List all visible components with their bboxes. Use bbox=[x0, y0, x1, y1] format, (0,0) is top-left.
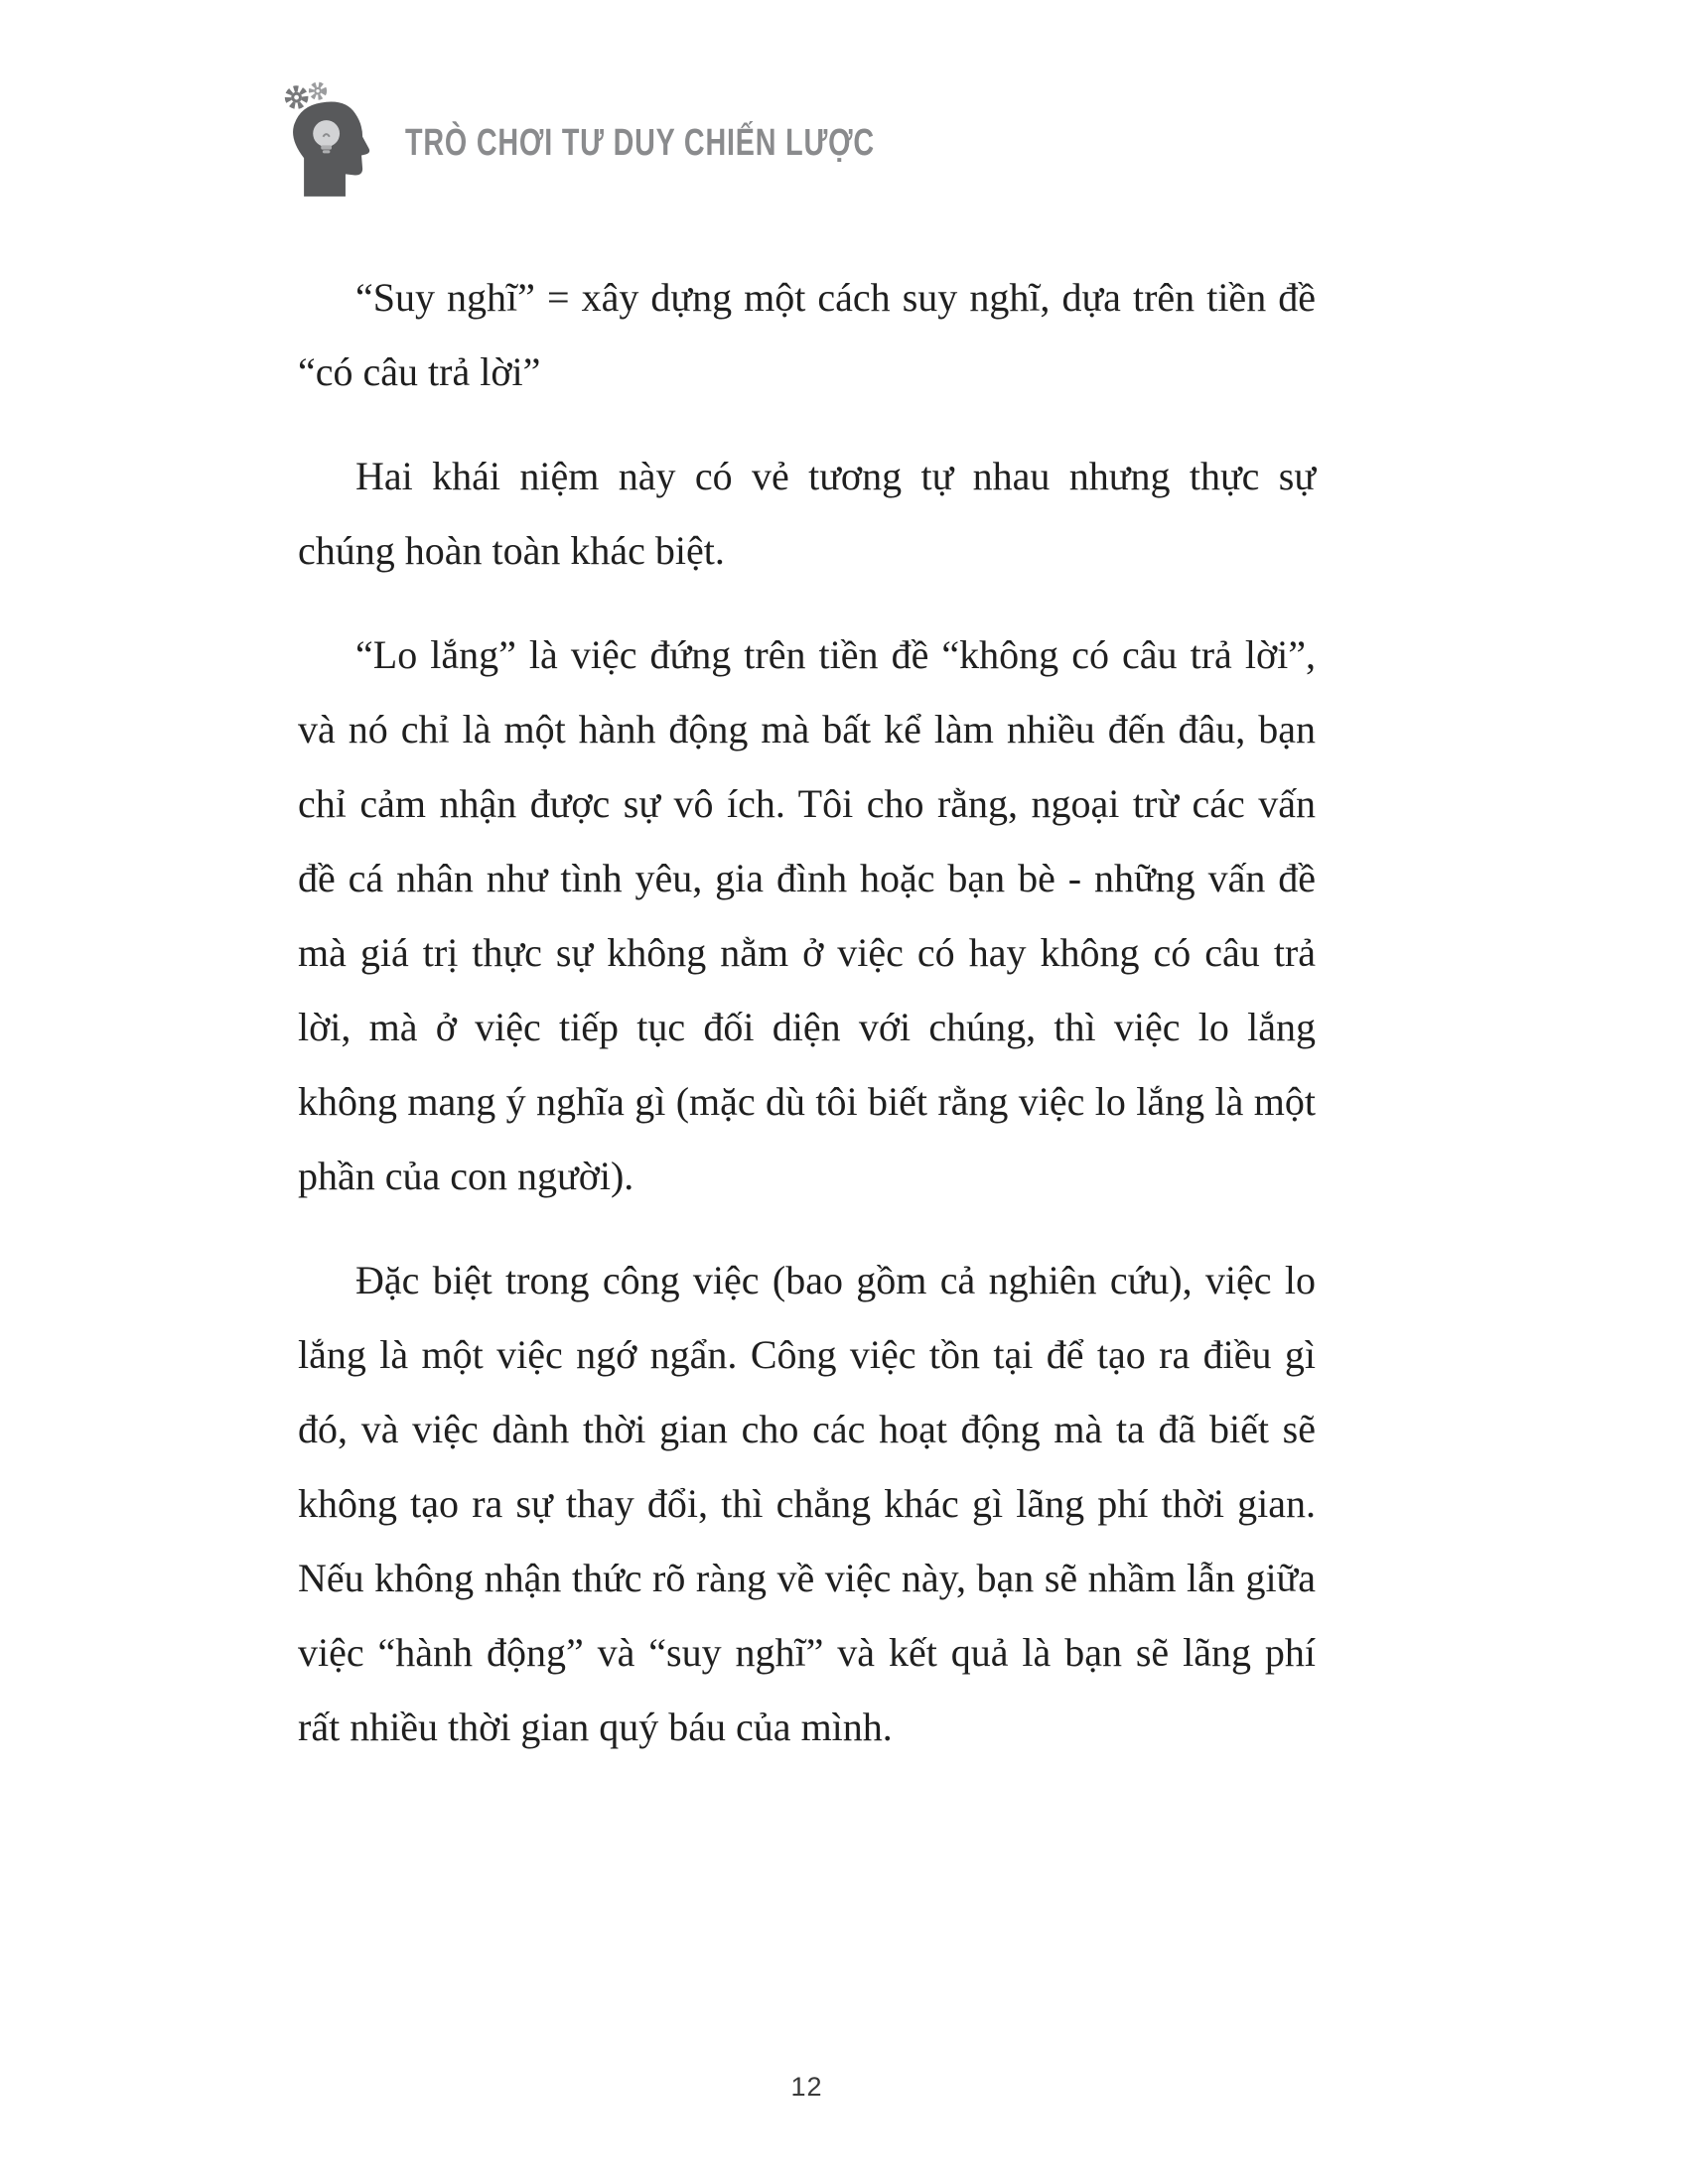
paragraph: Đặc biệt trong công việc (bao gồm cả nghiên cứu), việc lo lắng là một việc ngớ ngẩn. Công việc tồn tại để tạo ra điều gì đó, và việc dành thời gian cho các hoạt động mà ta đã biết sẽ không tạo ra sự thay đổi, thì chẳng khác gì lãng phí thời gian. Nếu không nhận thức rõ ràng về việc này, bạn sẽ nhầm lẫn giữa việc “hành động” và “suy nghĩ” và kết quả là bạn sẽ lãng phí rất nhiều thời gian quý báu của mình. bbox=[298, 1258, 1316, 1749]
page-header bbox=[276, 81, 1316, 199]
page-number: 12 bbox=[790, 2072, 823, 2102]
book-title: TRÒ CHƠI TƯ DUY CHIẾN LƯỢC bbox=[405, 121, 875, 164]
brain-gears-logo-icon bbox=[276, 81, 387, 199]
paragraph: “Suy nghĩ” = xây dựng một cách suy nghĩ, dựa trên tiền đề “có câu trả lời” bbox=[298, 275, 1316, 394]
page-body bbox=[298, 260, 1316, 1764]
paragraph: Hai khái niệm này có vẻ tương tự nhau nhưng thực sự chúng hoàn toàn khác biệt. bbox=[298, 454, 1316, 573]
head-profile-icon bbox=[293, 102, 369, 197]
paragraph: “Lo lắng” là việc đứng trên tiền đề “không có câu trả lời”, và nó chỉ là một hành động mà bất kể làm nhiều đến đâu, bạn chỉ cảm nhận được sự vô ích. Tôi cho rằng, ngoại trừ các vấn đề cá nhân như tình yêu, gia đình hoặc bạn bè - những vấn đề mà giá trị thực sự không nằm ở việc có hay không có câu trả lời, mà ở việc tiếp tục đối diện với chúng, thì việc lo lắng không mang ý nghĩa gì (mặc dù tôi biết rằng việc lo lắng là một phần của con người). bbox=[298, 632, 1316, 1198]
gear-icon bbox=[288, 84, 324, 105]
